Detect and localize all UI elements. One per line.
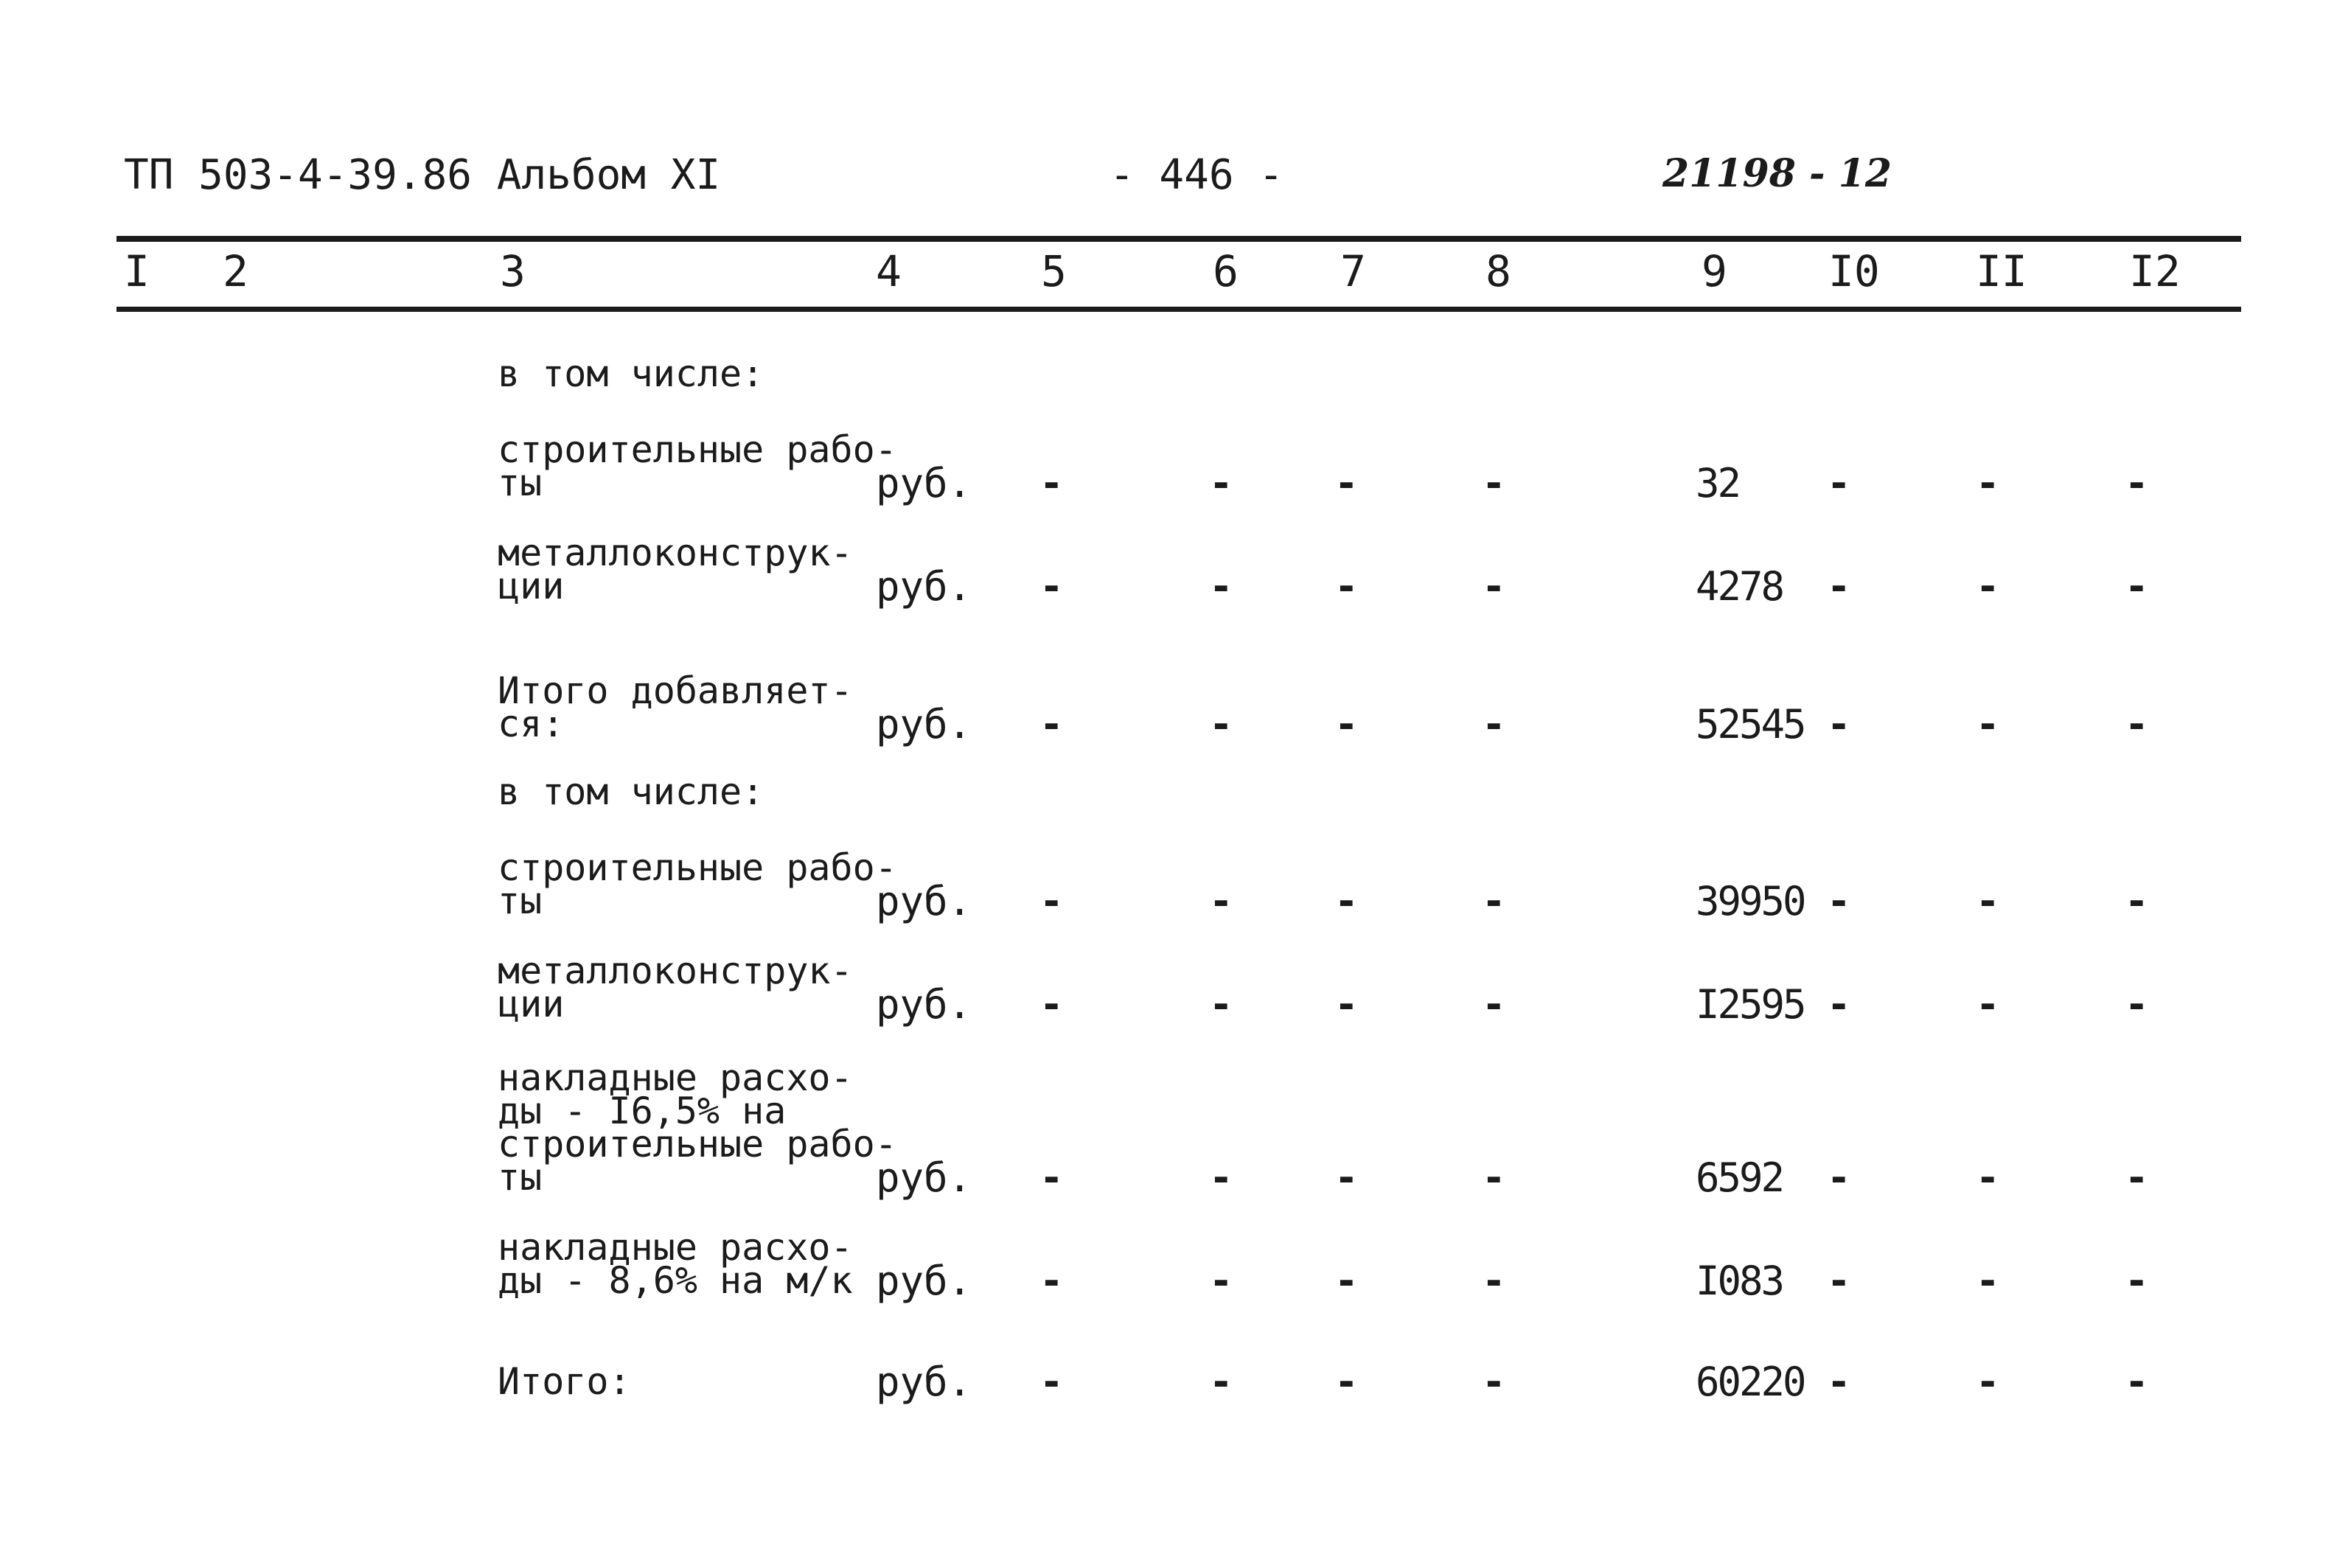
- unit-cell: руб.: [876, 1154, 972, 1201]
- unit-cell: руб.: [876, 460, 972, 506]
- row-label: строительные рабо- ты: [498, 428, 897, 504]
- col10-cell: -: [1827, 981, 1851, 1028]
- col10-cell: -: [1827, 1359, 1851, 1405]
- col11-cell: -: [1976, 981, 2000, 1028]
- col5-cell: -: [1039, 701, 1064, 748]
- unit-cell: руб.: [876, 563, 972, 610]
- column-number: 2: [223, 246, 248, 296]
- unit-cell: руб.: [876, 1359, 972, 1405]
- col12-cell: -: [2125, 1154, 2149, 1201]
- row-label: накладные расхо- ды - I6,5% на строительные рабо- ты: [498, 1056, 897, 1199]
- col12-cell: -: [2125, 878, 2149, 924]
- col7-cell: -: [1334, 1359, 1359, 1405]
- value-cell: 39950: [1696, 878, 1805, 924]
- col5-cell: -: [1039, 1359, 1064, 1405]
- col6-cell: -: [1209, 981, 1233, 1028]
- value-cell: 6592: [1696, 1154, 1783, 1201]
- col11-cell: -: [1976, 1154, 2000, 1201]
- column-number: 8: [1486, 246, 1511, 296]
- value-cell: 52545: [1696, 701, 1805, 748]
- value-cell: 4278: [1696, 563, 1783, 610]
- col5-cell: -: [1039, 981, 1064, 1028]
- handwritten-reference: 21198 - 12: [1662, 151, 1892, 196]
- row-label: накладные расхо- ды - 8,6% на м/к: [498, 1226, 853, 1302]
- table-top-rule: [116, 236, 2241, 242]
- col10-cell: -: [1827, 701, 1851, 748]
- column-number: 4: [876, 246, 902, 296]
- col5-cell: -: [1039, 1258, 1064, 1304]
- unit-cell: руб.: [876, 981, 972, 1028]
- document-code: ТП 503-4-39.86 Альбом XI: [124, 151, 721, 199]
- row-label: в том числе:: [498, 352, 764, 395]
- col6-cell: -: [1209, 701, 1233, 748]
- page-number: - 446 -: [1110, 151, 1284, 199]
- unit-cell: руб.: [876, 1258, 972, 1304]
- column-number: 6: [1213, 246, 1239, 296]
- value-cell: I2595: [1696, 981, 1805, 1028]
- col12-cell: -: [2125, 1258, 2149, 1304]
- col5-cell: -: [1039, 460, 1064, 506]
- col7-cell: -: [1334, 563, 1359, 610]
- col8-cell: -: [1482, 563, 1506, 610]
- col7-cell: -: [1334, 878, 1359, 924]
- col6-cell: -: [1209, 1258, 1233, 1304]
- col12-cell: -: [2125, 460, 2149, 506]
- unit-cell: руб.: [876, 878, 972, 924]
- col6-cell: -: [1209, 878, 1233, 924]
- col8-cell: -: [1482, 701, 1506, 748]
- col10-cell: -: [1827, 460, 1851, 506]
- col5-cell: -: [1039, 878, 1064, 924]
- col6-cell: -: [1209, 563, 1233, 610]
- column-number: 7: [1340, 246, 1366, 296]
- column-number: 5: [1041, 246, 1067, 296]
- row-label: в том числе:: [498, 770, 764, 813]
- col12-cell: -: [2125, 1359, 2149, 1405]
- col10-cell: -: [1827, 1258, 1851, 1304]
- col6-cell: -: [1209, 1154, 1233, 1201]
- col11-cell: -: [1976, 701, 2000, 748]
- column-number: II: [1976, 246, 2027, 296]
- table-header-rule: [116, 307, 2241, 312]
- col8-cell: -: [1482, 878, 1506, 924]
- column-number: 3: [500, 246, 526, 296]
- row-label: строительные рабо- ты: [498, 846, 897, 922]
- column-number: I: [124, 246, 150, 296]
- column-number: 9: [1702, 246, 1727, 296]
- col11-cell: -: [1976, 460, 2000, 506]
- col12-cell: -: [2125, 563, 2149, 610]
- col6-cell: -: [1209, 1359, 1233, 1405]
- value-cell: 60220: [1696, 1359, 1805, 1405]
- col10-cell: -: [1827, 878, 1851, 924]
- col8-cell: -: [1482, 1154, 1506, 1201]
- col8-cell: -: [1482, 1258, 1506, 1304]
- row-label: Итого:: [498, 1360, 631, 1403]
- col7-cell: -: [1334, 981, 1359, 1028]
- col5-cell: -: [1039, 563, 1064, 610]
- col8-cell: -: [1482, 981, 1506, 1028]
- col8-cell: -: [1482, 1359, 1506, 1405]
- col10-cell: -: [1827, 1154, 1851, 1201]
- value-cell: I083: [1696, 1258, 1783, 1304]
- unit-cell: руб.: [876, 701, 972, 748]
- col11-cell: -: [1976, 563, 2000, 610]
- col8-cell: -: [1482, 460, 1506, 506]
- col5-cell: -: [1039, 1154, 1064, 1201]
- col12-cell: -: [2125, 701, 2149, 748]
- column-number: I2: [2129, 246, 2181, 296]
- col6-cell: -: [1209, 460, 1233, 506]
- value-cell: 32: [1696, 460, 1740, 506]
- column-number: I0: [1828, 246, 1880, 296]
- col11-cell: -: [1976, 878, 2000, 924]
- col11-cell: -: [1976, 1258, 2000, 1304]
- col7-cell: -: [1334, 460, 1359, 506]
- row-label: металлоконструк- ции: [498, 949, 853, 1025]
- col7-cell: -: [1334, 701, 1359, 748]
- col12-cell: -: [2125, 981, 2149, 1028]
- col10-cell: -: [1827, 563, 1851, 610]
- row-label: Итого добавляет- ся:: [498, 669, 853, 745]
- col7-cell: -: [1334, 1258, 1359, 1304]
- row-label: металлоконструк- ции: [498, 532, 853, 607]
- col7-cell: -: [1334, 1154, 1359, 1201]
- col11-cell: -: [1976, 1359, 2000, 1405]
